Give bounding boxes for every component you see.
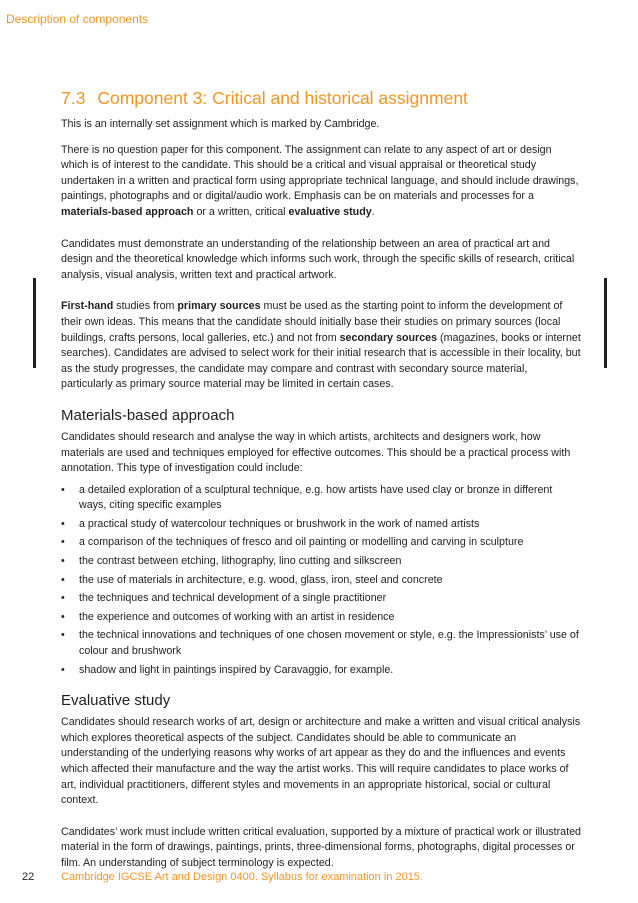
evaluative-heading: Evaluative study [61, 692, 171, 710]
bullet-icon: • [61, 573, 65, 586]
footer-text: Cambridge IGCSE Art and Design 0400. Syllabus for examination in 2015. [61, 871, 423, 883]
list-item: • the use of materials in architecture, e.g. wood, glass, iron, steel and concrete [61, 573, 581, 589]
change-bar-right [604, 278, 607, 368]
intro-paragraph: This is an internally set assignment which is marked by Cambridge. [61, 118, 380, 130]
page-number: 22 [22, 871, 35, 883]
bullet-icon: • [61, 629, 65, 642]
materials-intro: Candidates should research and analyse the way in which artists, architects and designers work, how materials are used and techniques employed for effective outcomes. This should be a practical process with annotation. This type of investigation could include: [61, 430, 571, 475]
bullet-icon: • [61, 536, 65, 549]
list-item: • a detailed exploration of a sculptural technique, e.g. how artists have used clay or bronze in different ways, citing specific examples [61, 483, 553, 512]
first-hand-term: First-hand [61, 300, 114, 313]
sources-paragraph: First-hand studies from primary sources must be used as the starting point to inform the development of their own ideas. This means that the candidate should initially base their studies on primary sources (local buildings, crafts persons, local galleries, etc.) and not from secondary sources (magazines, books or internet searches). Candidates are advised to select work for their initial research that is accessible in their locality, but as the study progresses, the candidate may compare and contrast with secondary source material, particularly as primary source material may be limited in certain cases. [61, 300, 581, 391]
bullet-icon: • [61, 555, 65, 568]
evaluative-paragraph-2: Candidates’ work must include written critical evaluation, supported by a mixture of practical work or illustrated material in the form of drawings, paintings, prints, three-dimensional forms, photographs, digital processes or film. An understanding of subject terminology is expected. [61, 825, 581, 869]
section-title [61, 88, 581, 109]
main-content [61, 88, 581, 888]
primary-sources-term: primary sources [177, 300, 261, 313]
list-item: • the experience and outcomes of working with an artist in residence [61, 610, 581, 626]
list-item: • a comparison of the techniques of fresco and oil painting or modelling and carving in sculpture [61, 535, 581, 551]
change-bar-left [33, 278, 36, 368]
list-item: • a practical study of watercolour techniques or brushwork in the work of named artists [61, 517, 581, 533]
secondary-sources-term: secondary sources [339, 331, 438, 344]
bullet-icon: • [61, 483, 65, 496]
list-item: • the contrast between etching, lithography, lino cutting and silkscreen [61, 554, 581, 570]
materials-list [61, 483, 581, 679]
evaluative-study-term: evaluative study [288, 205, 372, 218]
bullet-icon: • [61, 610, 65, 623]
section-title-text: Component 3: Critical and historical assignment [97, 88, 468, 108]
understanding-paragraph: Candidates must demonstrate an understanding of the relationship between an area of practical art and design and the theoretical knowledge which informs such work, through the specific skills of research, critical analysis, visual analysis, written text and practical artwork. [61, 237, 575, 281]
bullet-icon: • [61, 517, 65, 530]
materials-approach-term: materials-based approach [61, 205, 194, 218]
bullet-icon: • [61, 663, 65, 676]
list-item: • shadow and light in paintings inspired by Caravaggio, for example. [61, 663, 581, 679]
bullet-icon: • [61, 592, 65, 605]
section-number: 7.3 [61, 88, 86, 108]
list-item: • the technical innovations and techniques of one chosen movement or style, e.g. the Impressionists’ use of colour and brushwork [61, 629, 579, 658]
running-head: Description of components [6, 12, 149, 26]
evaluative-paragraph-1: Candidates should research works of art, design or architecture and make a written and visual critical analysis which explores theoretical aspects of the subject. Candidates should be able to communicate an understanding of the underlying reasons why works of art appear as they do and the influences and events which affected their manufacture and the way the artist works. This will require candidates to place works of art, individual practitioners, different styles and movements in an appropriate historical, social or cultural context. [61, 716, 581, 807]
overview-paragraph: There is no question paper for this component. The assignment can relate to any aspect of art or design which is of interest to the candidate. This should be a critical and visual appraisal or theoretical study undertaken in a written and practical form using appropriate technical language, and should include drawings, paintings, photographs and or digital/audio work. Emphasis can be on materials and processes for a materials-based approach or a written, critical evaluative study. [61, 143, 579, 218]
list-item: • the techniques and technical development of a single practitioner [61, 591, 581, 607]
materials-heading: Materials-based approach [61, 406, 235, 424]
